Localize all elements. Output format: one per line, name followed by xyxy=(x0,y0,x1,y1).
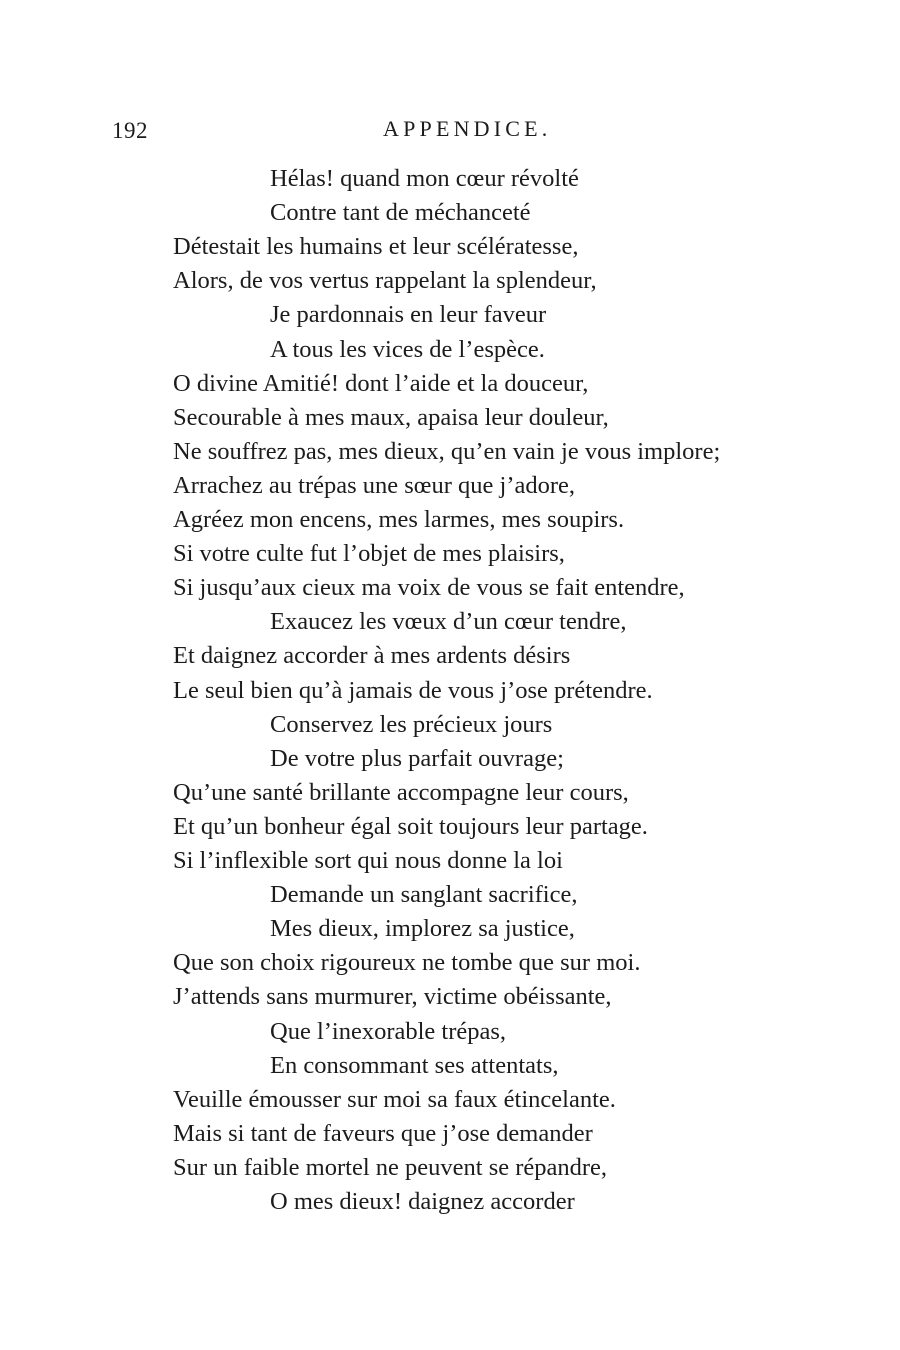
poem-line: O mes dieux! daignez accorder xyxy=(270,1188,575,1215)
poem-line: Ne souffrez pas, mes dieux, qu’en vain je vous implore; xyxy=(173,437,721,465)
poem-line: Alors, de vos vertus rappelant la splendeur, xyxy=(173,267,597,295)
poem-line: Je pardonnais en leur faveur xyxy=(270,301,547,329)
poem-line: Que son choix rigoureux ne tombe que sur moi. xyxy=(173,949,641,977)
poem-line: Mais si tant de faveurs que j’ose demander xyxy=(173,1119,593,1147)
poem-line: Si l’inflexible sort qui nous donne la loi xyxy=(173,847,563,874)
poem-line: Agréez mon encens, mes larmes, mes soupirs. xyxy=(173,506,625,533)
poem-line: A tous les vices de l’espèce. xyxy=(270,335,545,363)
poem-line: Conservez les précieux jours xyxy=(270,710,553,738)
poem-line: Et daignez accorder à mes ardents désirs xyxy=(173,642,571,670)
poem-line: Mes dieux, implorez sa justice, xyxy=(270,915,575,943)
poem-line: Contre tant de méchanceté xyxy=(270,199,531,227)
poem-line: Que l’inexorable trépas, xyxy=(270,1017,507,1045)
poem-line: Le seul bien qu’à jamais de vous j’ose prétendre. xyxy=(173,676,653,704)
poem-line: Demande un sanglant sacrifice, xyxy=(270,881,578,909)
poem-line: Si votre culte fut l’objet de mes plaisirs, xyxy=(173,540,565,568)
poem-line: Exaucez les vœux d’un cœur tendre, xyxy=(270,608,627,636)
page-number: 192 xyxy=(112,118,148,143)
poem-line: De votre plus parfait ouvrage; xyxy=(270,744,564,772)
poem-line: Secourable à mes maux, apaisa leur douleur, xyxy=(173,403,609,431)
poem-line: O divine Amitié! dont l’aide et la douceur, xyxy=(173,369,589,397)
poem-line: Qu’une santé brillante accompagne leur cours, xyxy=(173,778,629,806)
poem-line: Arrachez au trépas une sœur que j’adore, xyxy=(173,471,576,499)
poem-line: Sur un faible mortel ne peuvent se répandre, xyxy=(173,1153,608,1181)
poem-line: Veuille émousser sur moi sa faux étincelante. xyxy=(173,1085,616,1113)
poem-line: Hélas! quand mon cœur révolté xyxy=(270,165,579,192)
poem-line: J’attends sans murmurer, victime obéissante, xyxy=(173,983,612,1011)
running-head xyxy=(0,114,900,148)
poem-line: Et qu’un bonheur égal soit toujours leur partage. xyxy=(173,812,648,840)
section-title: APPENDICE. xyxy=(383,116,552,141)
poem-line: Détestait les humains et leur scélératesse, xyxy=(173,233,579,261)
poem-line: Si jusqu’aux cieux ma voix de vous se fait entendre, xyxy=(173,574,685,602)
poem-line: En consommant ses attentats, xyxy=(270,1051,559,1079)
